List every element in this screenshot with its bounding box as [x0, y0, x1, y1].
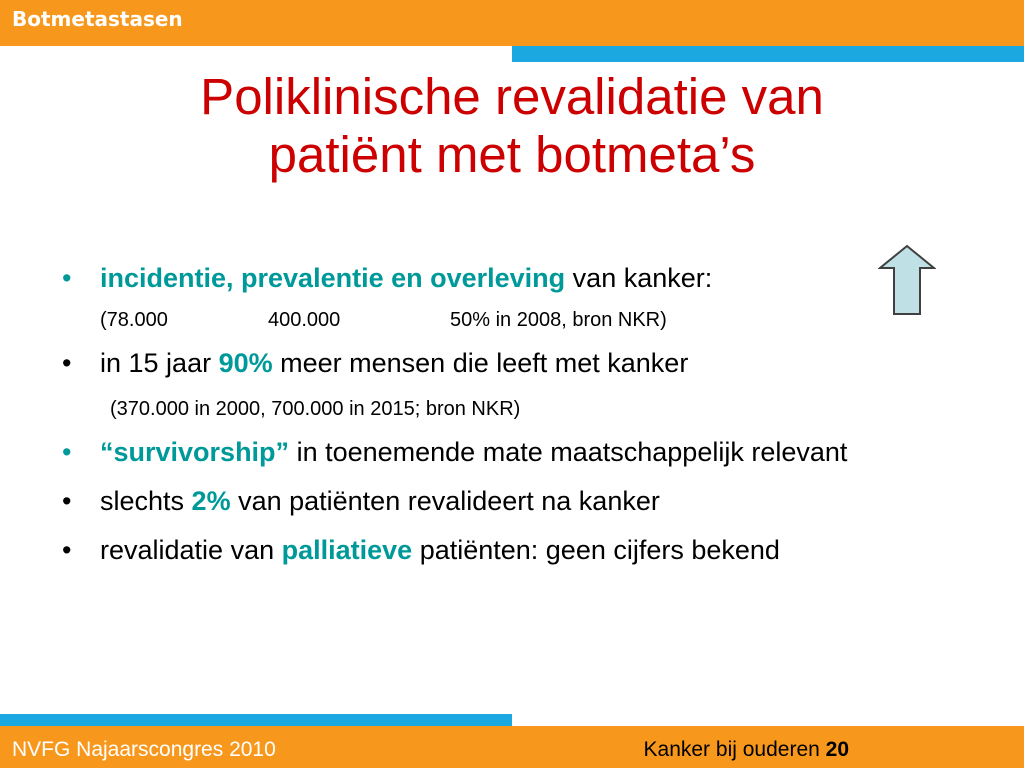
section-label: Botmetastasen: [12, 7, 183, 31]
bullet-text: slechts: [100, 486, 192, 516]
bullet-growth: [56, 347, 956, 380]
bullet-dot: •: [62, 535, 72, 565]
detail-source: (370.000 in 2000, 700.000 in 2015; bron NKR): [110, 398, 521, 420]
bullet-emphasis: incidentie, prevalentie en overleving: [100, 263, 566, 293]
bullet-dot: •: [62, 348, 72, 378]
bullet-incidence: [56, 262, 956, 295]
detail-incidence: (78.000: [100, 309, 168, 331]
detail-prevalence: 400.000: [268, 309, 341, 331]
bullet-incidence-detail: [56, 307, 956, 333]
bullet-rehab-rate: [56, 485, 956, 518]
footer-accent-stripe: [0, 714, 512, 726]
bullet-survivorship: [56, 436, 956, 469]
footer-title: [644, 738, 849, 762]
bullet-growth-detail: [56, 396, 956, 422]
bullet-emphasis: 2%: [191, 486, 231, 516]
bullet-emphasis: palliatieve: [281, 535, 413, 565]
header-accent-stripe: [512, 46, 1024, 62]
footer-event-name: NVFG Najaarscongres 2010: [12, 738, 276, 761]
bullet-list: [56, 262, 956, 567]
bullet-text: van patiënten revalideert na kanker: [230, 486, 660, 516]
title-line-2: patiënt met botmeta’s: [268, 126, 756, 183]
bullet-palliative: [56, 534, 956, 567]
slide-title: [40, 68, 984, 184]
bullet-text: meer mensen die leeft met kanker: [272, 348, 689, 378]
page-number: 20: [825, 738, 849, 761]
bullet-text: patiënten: geen cijfers bekend: [412, 535, 780, 565]
bullet-dot: •: [62, 437, 72, 467]
header-bar: [0, 0, 1024, 46]
bullet-text: revalidatie van: [100, 535, 282, 565]
footer-title-text: Kanker bij ouderen: [643, 738, 826, 761]
bullet-text: in 15 jaar: [100, 348, 219, 378]
bullet-text: van kanker:: [565, 263, 713, 293]
detail-survival: 50% in 2008, bron NKR): [450, 309, 667, 331]
bullet-dot: •: [62, 263, 72, 293]
bullet-emphasis: “survivorship”: [100, 437, 290, 467]
bullet-text: in toenemende mate maatschappelijk relevant: [289, 437, 848, 467]
bullet-dot: •: [62, 486, 72, 516]
bullet-emphasis: 90%: [218, 348, 273, 378]
title-line-1: Poliklinische revalidatie van: [200, 68, 824, 125]
